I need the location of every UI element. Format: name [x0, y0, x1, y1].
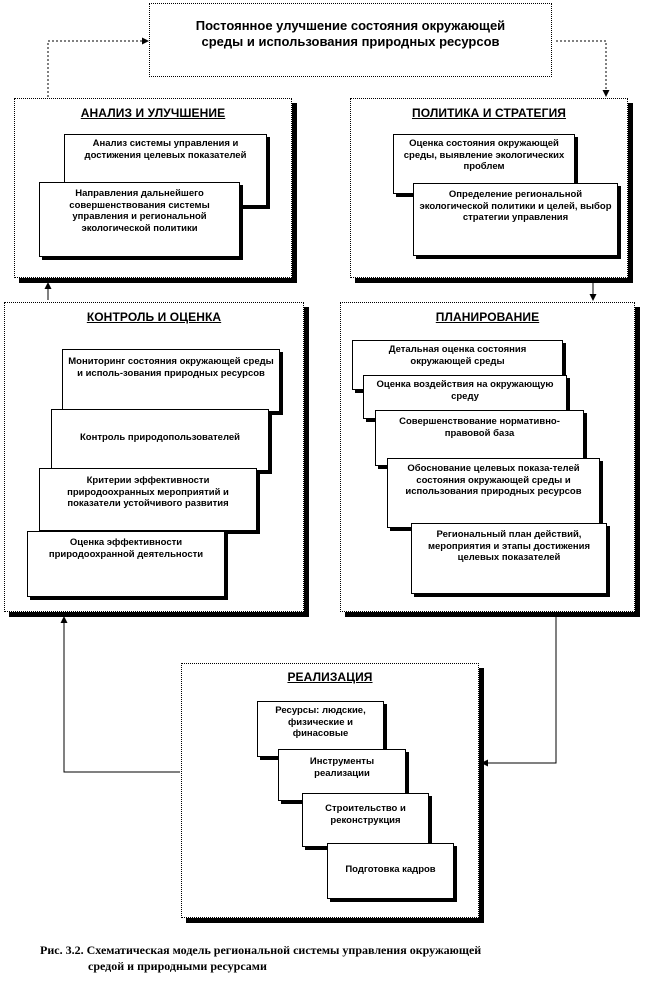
realization-title: РЕАЛИЗАЦИЯ — [287, 670, 373, 684]
realization-section — [181, 663, 479, 918]
continuous-improvement-title — [150, 18, 551, 50]
control-item-4: Оценка эффективности природоохранной деятельности — [27, 531, 225, 597]
analysis-section — [14, 98, 292, 278]
planning-item-3: Совершенствование нормативно-правовой база — [375, 410, 584, 466]
planning-item-1: Детальная оценка состояния окружающей среды — [352, 340, 563, 390]
caption-line2: средой и природными ресурсами — [88, 959, 267, 973]
control-item-2: Контроль природопользователей — [51, 409, 269, 471]
control-item-1: Мониторинг состояния окружающей среды и исполь-зования природных ресурсов — [62, 349, 280, 412]
caption-line1: Рис. 3.2. Схематическая модель региональной системы управления окружающей — [40, 943, 482, 957]
realization-item-3: Строительство и реконструкция — [302, 793, 429, 847]
planning-item-4: Обоснование целевых показа-телей состояния окружающей среды и использования природных ресурсов — [387, 458, 600, 528]
analysis-title: АНАЛИЗ И УЛУЧШЕНИЕ — [80, 106, 226, 120]
continuous-improvement-box — [149, 3, 552, 77]
planning-item-5: Региональный план действий, мероприятия и этапы достижения целевых показателей — [411, 523, 607, 594]
control-item-3: Критерии эффективности природоохранных мероприятий и показатели устойчивого развития — [39, 468, 257, 531]
arrow-analysis-to-top — [48, 41, 148, 97]
realization-item-4: Подготовка кадров — [327, 843, 454, 899]
policy-title: ПОЛИТИКА И СТРАТЕГИЯ — [411, 106, 567, 120]
arrow-top-to-policy — [556, 41, 606, 96]
analysis-item-1: Анализ системы управления и достижения целевых показателей — [64, 134, 267, 206]
policy-item-2: Определение региональной экологической политики и целей, выбор стратегии управления — [413, 183, 618, 256]
arrow-planning-to-realization — [482, 617, 556, 763]
control-title: КОНТРОЛЬ И ОЦЕНКА — [86, 310, 222, 324]
planning-item-2: Оценка воздействия на окружающую среду — [363, 375, 567, 419]
planning-section — [340, 302, 635, 612]
figure-caption — [40, 942, 620, 974]
top-title-line2: среды и использования природных ресурсов — [201, 34, 500, 49]
realization-item-2: Инструменты реализации — [278, 749, 406, 801]
policy-section — [350, 98, 628, 278]
control-section — [4, 302, 304, 612]
arrow-realization-to-control — [64, 617, 180, 772]
top-title-line1: Постоянное улучшение состояния окружающей — [195, 18, 506, 33]
realization-item-1: Ресурсы: людские, физические и финасовые — [257, 701, 384, 757]
planning-title: ПЛАНИРОВАНИЕ — [435, 310, 540, 324]
policy-item-1: Оценка состояния окружающей среды, выявление экологических проблем — [393, 134, 575, 194]
analysis-item-2: Направления дальнейшего совершенствования системы управления и региональной экологической политики — [39, 182, 240, 257]
